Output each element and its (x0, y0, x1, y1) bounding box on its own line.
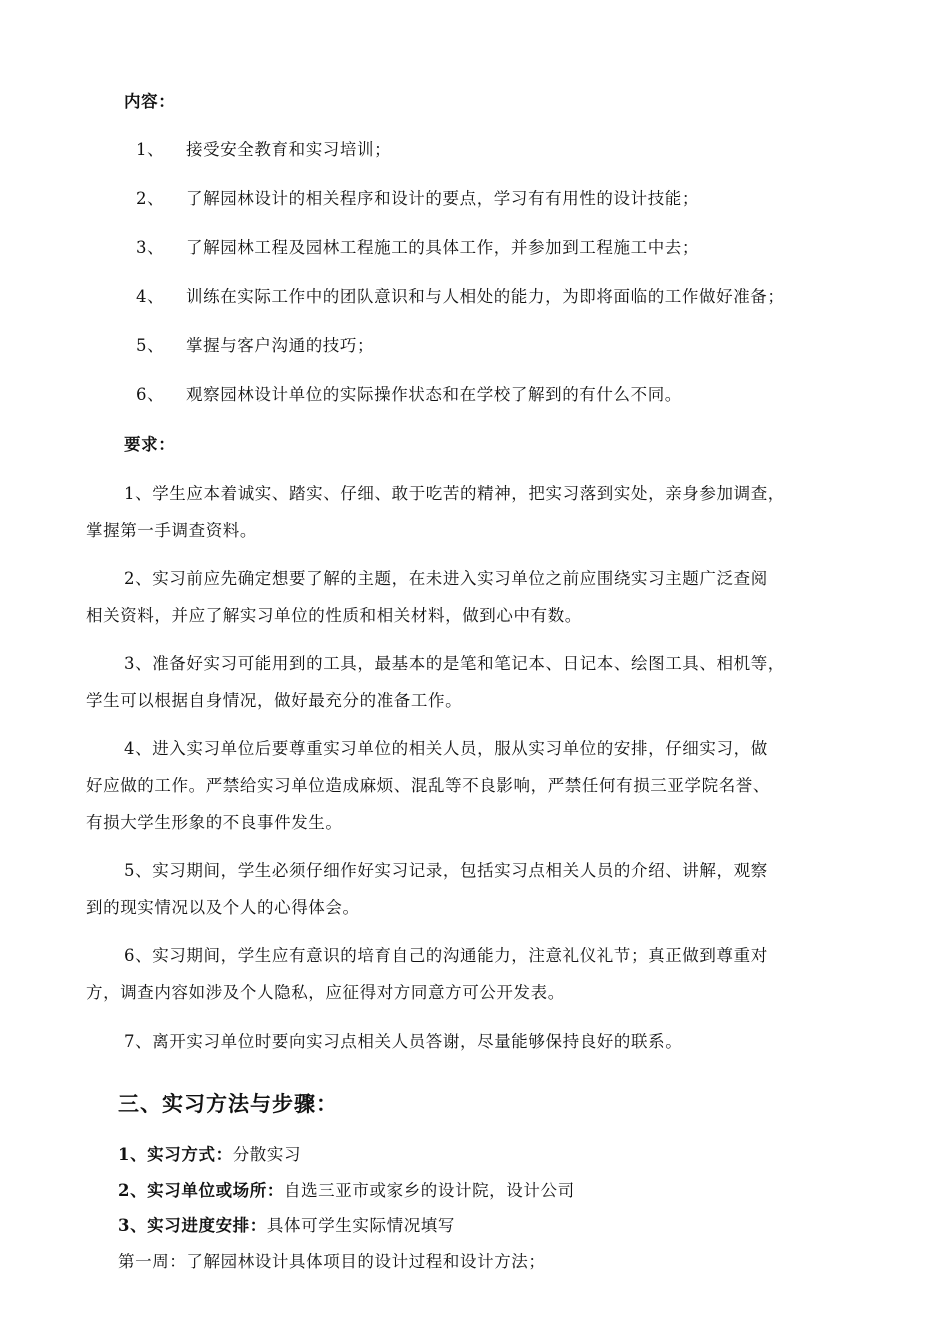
content-item (136, 138, 391, 162)
requirement-line: 好应做的工作。严禁给实习单位造成麻烦、混乱等不良影响，严禁任何有损三亚学院名誉、 (86, 776, 770, 795)
requirement-line: 3、准备好实习可能用到的工具，最基本的是笔和笔记本、日记本、绘图工具、相机等， (124, 654, 785, 673)
requirement-line: 1、学生应本着诚实、踏实、仔细、敢于吃苦的精神，把实习落到实处，亲身参加调查， (124, 484, 785, 503)
content-item (136, 236, 699, 260)
week-schedule: 第一周：了解园林设计具体项目的设计过程和设计方法； (118, 1252, 546, 1271)
requirement-line: 2、实习前应先确定想要了解的主题，在未进入实习单位之前应围绕实习主题广泛查阅 (124, 569, 768, 588)
content-item (136, 383, 682, 407)
requirement-line: 方，调查内容如涉及个人隐私，应征得对方同意方可公开发表。 (86, 983, 565, 1002)
method-label: 3、实习进度安排： (118, 1216, 267, 1235)
requirements-heading: 要求： (124, 435, 176, 454)
item-text: 训练在实际工作中的团队意识和与人相处的能力，为即将面临的工作做好准备； (186, 287, 785, 306)
method-item (118, 1179, 575, 1203)
method-label: 1、实习方式： (118, 1145, 233, 1164)
item-number: 3、 (136, 238, 165, 257)
method-value: 分散实习 (232, 1145, 302, 1164)
item-number: 4、 (136, 287, 165, 306)
requirement-line: 6、实习期间，学生应有意识的培育自己的沟通能力，注意礼仪礼节；真正做到尊重对 (124, 946, 768, 965)
item-text: 接受安全教育和实习培训； (186, 140, 392, 159)
method-value: 自选三亚市或家乡的设计院，设计公司 (283, 1181, 575, 1200)
section-heading: 三、实习方法与步骤： (118, 1091, 338, 1116)
requirement-line: 学生可以根据自身情况，做好最充分的准备工作。 (86, 691, 463, 710)
requirement-line: 有损大学生形象的不良事件发生。 (86, 813, 343, 832)
method-label: 2、实习单位或场所： (118, 1181, 284, 1200)
requirement-line: 7、离开实习单位时要向实习点相关人员答谢，尽量能够保持良好的联系。 (124, 1032, 683, 1051)
item-number: 6、 (136, 385, 165, 404)
requirement-line: 到的现实情况以及个人的心得体会。 (86, 898, 360, 917)
requirement-line: 掌握第一手调查资料。 (86, 521, 257, 540)
method-item (118, 1143, 301, 1167)
method-item (118, 1214, 455, 1238)
item-text: 观察园林设计单位的实际操作状态和在学校了解到的有什么不同。 (186, 385, 682, 404)
content-item (136, 285, 785, 309)
item-number: 1、 (136, 140, 165, 159)
requirement-line: 相关资料，并应了解实习单位的性质和相关材料，做到心中有数。 (86, 606, 582, 625)
item-text: 了解园林工程及园林工程施工的具体工作，并参加到工程施工中去； (186, 238, 699, 257)
content-heading: 内容： (124, 92, 176, 111)
content-item (136, 187, 699, 211)
method-value: 具体可学生实际情况填写 (266, 1216, 455, 1235)
requirement-line: 4、进入实习单位后要尊重实习单位的相关人员，服从实习单位的安排，仔细实习，做 (124, 739, 768, 758)
requirement-line: 5、实习期间，学生必须仔细作好实习记录，包括实习点相关人员的介绍、讲解，观察 (124, 861, 768, 880)
content-item (136, 334, 374, 358)
item-text: 掌握与客户沟通的技巧； (186, 336, 375, 355)
item-text: 了解园林设计的相关程序和设计的要点，学习有有用性的设计技能； (186, 189, 699, 208)
item-number: 2、 (136, 189, 165, 208)
item-number: 5、 (136, 336, 165, 355)
